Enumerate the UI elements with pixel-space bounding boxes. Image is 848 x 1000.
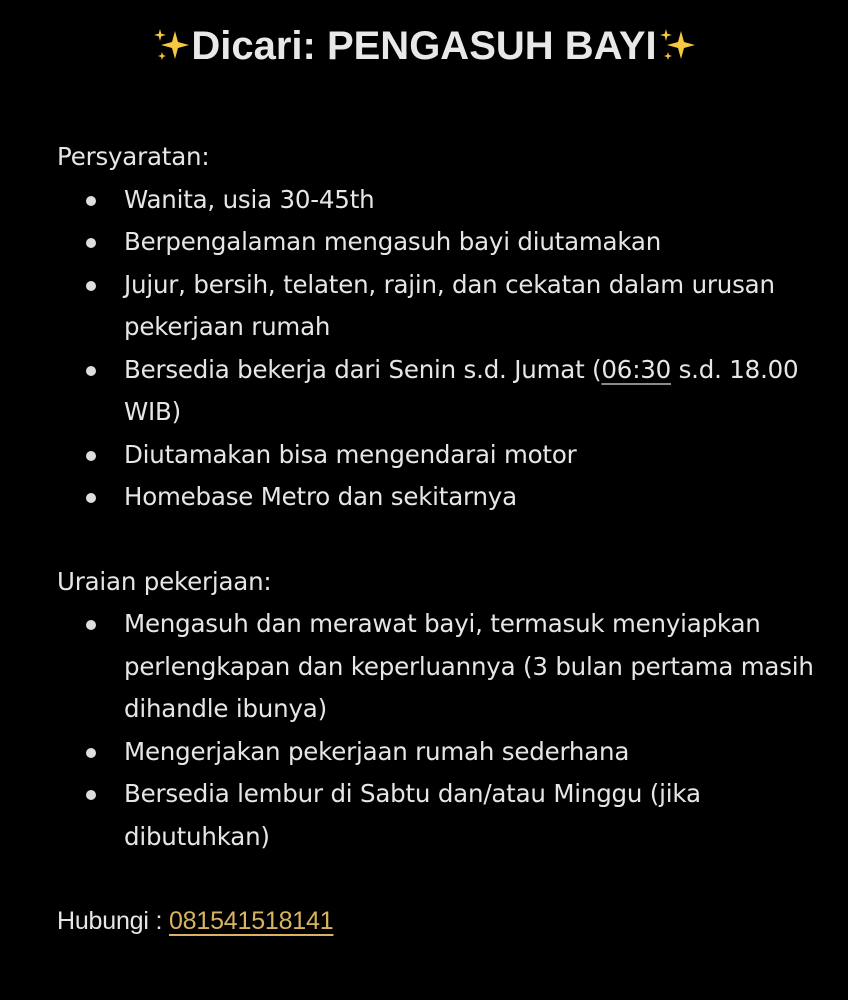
list-item: Bersedia lembur di Sabtu dan/atau Minggu (jika dibutuhkan) (124, 773, 817, 858)
contact-label: Hubungi : (57, 907, 169, 935)
sparkles-icon (657, 25, 697, 65)
list-item: Homebase Metro dan sekitarnya (124, 476, 817, 519)
sparkles-icon (151, 25, 191, 65)
job-description-heading: Uraian pekerjaan: (57, 566, 272, 596)
title-text: Dicari: PENGASUH BAYI (191, 24, 657, 68)
list-item: Berpengalaman mengasuh bayi diutamakan (124, 221, 817, 264)
list-item-text: s.d. 18.00 WIB) (124, 354, 799, 426)
list-item: Mengasuh dan merawat bayi, termasuk menyiapkan perlengkapan dan keperluannya (3 bulan pertama masih dihandle ibunya) (124, 603, 817, 731)
list-item: Mengerjakan pekerjaan rumah sederhana (124, 731, 817, 774)
time-link[interactable]: 06:30 (601, 354, 672, 384)
list-item-text: Bersedia bekerja dari Senin s.d. Jumat ( (124, 354, 602, 384)
spacer (57, 519, 817, 561)
list-item: Jujur, bersih, telaten, rajin, dan cekatan dalam urusan pekerjaan rumah (124, 264, 817, 349)
requirements-heading: Persyaratan: (57, 142, 210, 171)
job-description-list (57, 603, 817, 858)
page-title (0, 20, 848, 72)
phone-link[interactable]: 081541518141 (168, 907, 334, 935)
requirements-list (57, 179, 817, 519)
contact-row (57, 900, 817, 943)
list-item (124, 349, 817, 434)
spacer (57, 858, 817, 900)
list-item: Wanita, usia 30-45th (124, 179, 817, 222)
post-body (57, 136, 817, 943)
list-item: Diutamakan bisa mengendarai motor (124, 434, 817, 477)
